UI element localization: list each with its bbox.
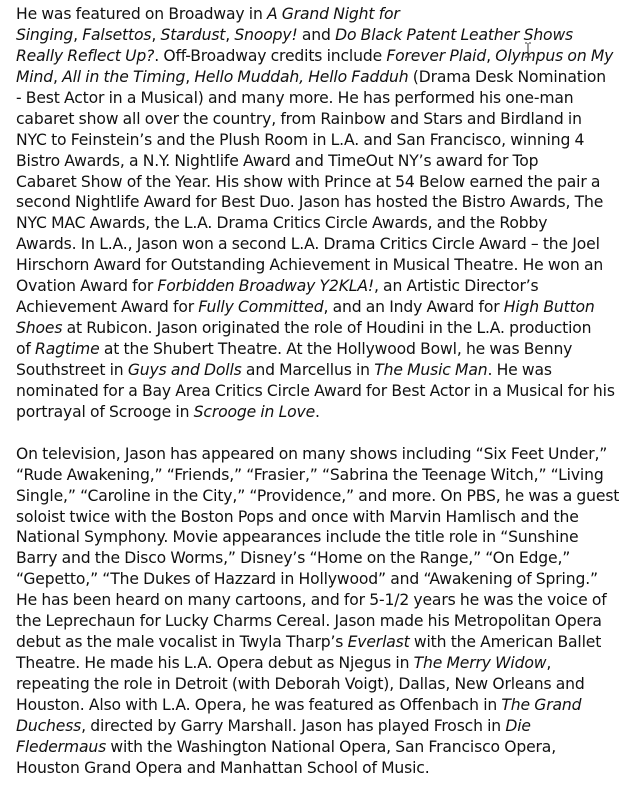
text-run: Cabaret Show of the Year. His show with Prince at 54 Below earned the pair a xyxy=(16,172,601,191)
text-line xyxy=(16,360,638,381)
text-line xyxy=(16,590,638,611)
italic-title-text: Singing xyxy=(16,25,74,44)
italic-title-text: Guys and Dolls xyxy=(127,360,242,379)
text-run: soloist twice with the Boston Pops and once with Marvin Hamlisch and the xyxy=(16,507,579,526)
italic-title-text: Really Reflect Up? xyxy=(16,46,155,65)
text-run: (Drama Desk Nomination xyxy=(408,67,607,86)
text-run: with the Washington National Opera, San Francisco Opera, xyxy=(106,737,557,756)
text-run: Awards. In L.A., Jason won a second L.A. Drama Critics Circle Award – the Joel xyxy=(16,235,600,254)
text-run: , xyxy=(225,25,235,44)
italic-title-text: Fledermaus xyxy=(16,737,107,756)
text-run: On television, Jason has appeared on many shows including “Six Feet Under,” xyxy=(16,444,608,463)
text-line xyxy=(16,276,638,297)
italic-title-text: High Button xyxy=(503,298,595,317)
text-run: Ovation Award for xyxy=(16,277,158,296)
text-line xyxy=(16,151,638,172)
text-run: NYC MAC Awards, the L.A. Drama Critics Circle Awards, and the Robby xyxy=(16,214,548,233)
text-line xyxy=(16,67,638,88)
text-line xyxy=(16,381,638,402)
text-line xyxy=(16,109,638,130)
text-line xyxy=(16,507,638,528)
text-run: . xyxy=(315,402,320,421)
text-run: , xyxy=(52,67,63,86)
text-run: Bistro Awards, a N.Y. Nightlife Award and TimeOut NY’s award for Top xyxy=(16,151,539,170)
text-run: National Symphony. Movie appearances include the title role in “Sunshine xyxy=(16,528,579,547)
italic-title-text: All in the Timing xyxy=(62,67,186,86)
italic-title-text: Olympus on My xyxy=(495,46,614,65)
text-run: the Leprechaun for Lucky Charms Cereal. Jason made his Metropolitan Opera xyxy=(16,612,602,631)
text-line xyxy=(16,234,638,255)
italic-title-text: Hello Muddah, Hello Fadduh xyxy=(194,67,409,86)
text-run: at Rubicon. Jason originated the role of Houdini in the L.A. production xyxy=(62,319,592,338)
italic-title-text: The Music Man xyxy=(374,360,488,379)
text-run: and xyxy=(297,25,336,44)
text-run: debut as the male vocalist in Twyla Tharp’s xyxy=(16,633,348,652)
text-run: . Off-Broadway credits include xyxy=(154,46,387,65)
paragraph-spacer xyxy=(16,423,638,444)
text-line xyxy=(16,737,638,758)
text-line xyxy=(16,527,638,548)
italic-title-text: Duchess xyxy=(16,716,82,735)
text-line xyxy=(16,402,638,423)
text-line xyxy=(16,611,638,632)
text-line xyxy=(16,758,638,779)
text-run: Theatre. He made his L.A. Opera debut as Njegus in xyxy=(16,654,414,673)
text-run: He has been heard on many cartoons, and for 5-1/2 years he was the voice of xyxy=(16,591,607,610)
text-run: “Gepetto,” “The Dukes of Hazzard in Hollywood” and “Awakening of Spring.” xyxy=(16,570,598,589)
text-line xyxy=(16,255,638,276)
italic-title-text: The Merry Widow xyxy=(413,654,547,673)
text-run: second Nightlife Award for Best Duo. Jason has hosted the Bistro Awards, The xyxy=(16,193,604,212)
text-run: Houston Grand Opera and Manhattan School of Music. xyxy=(16,758,430,777)
text-line xyxy=(16,339,638,360)
text-run: Hirschorn Award for Outstanding Achievement in Musical Theatre. He won an xyxy=(16,256,604,275)
text-run: portrayal of Scrooge in xyxy=(16,402,194,421)
text-line xyxy=(16,674,638,695)
text-run: with the American Ballet xyxy=(409,633,602,652)
paragraph-broadway xyxy=(16,4,638,423)
text-line xyxy=(16,653,638,674)
italic-title-text: Forbidden Broadway Y2KLA! xyxy=(157,277,374,296)
text-run: , an Artistic Director’s xyxy=(373,277,539,296)
text-run: Houston. Also with L.A. Opera, he was featured as Offenbach in xyxy=(16,695,502,714)
text-run: . He was xyxy=(487,360,552,379)
italic-title-text: Do Black Patent Leather Shows xyxy=(335,25,574,44)
text-line xyxy=(16,88,638,109)
italic-title-text: Shoes xyxy=(16,319,63,338)
text-run: Achievement Award for xyxy=(16,298,199,317)
text-run: He was featured on Broadway in xyxy=(16,5,267,23)
text-line xyxy=(16,297,638,318)
text-line xyxy=(16,213,638,234)
text-run: NYC to Feinstein’s and the Plush Room in L.A. and San Francisco, winning 4 xyxy=(16,130,585,149)
text-line xyxy=(16,632,638,653)
text-line xyxy=(16,25,638,46)
text-line xyxy=(16,444,638,465)
text-run: , xyxy=(546,654,552,673)
text-line xyxy=(16,548,638,569)
text-run: nominated for a Bay Area Critics Circle Award for Best Actor in a Musical for his xyxy=(16,381,615,400)
text-line xyxy=(16,4,638,25)
text-run: Southstreet in xyxy=(16,360,128,379)
text-run: repeating the role in Detroit (with Deborah Voigt), Dallas, New Orleans and xyxy=(16,675,585,693)
text-run: , xyxy=(486,46,496,65)
italic-title-text: Mind xyxy=(16,67,53,86)
text-line xyxy=(16,695,638,716)
italic-title-text: Fully Committed xyxy=(198,298,324,317)
text-run: , xyxy=(151,25,161,44)
text-run: , directed by Garry Marshall. Jason has played Frosch in xyxy=(81,716,506,735)
italic-title-text: A Grand Night for xyxy=(266,5,400,23)
text-line xyxy=(16,46,638,67)
text-run: , and an Indy Award for xyxy=(323,298,504,317)
text-line xyxy=(16,130,638,151)
text-run: - Best Actor in a Musical) and many more. He has performed his one-man xyxy=(16,88,574,107)
text-run: cabaret show all over the country, from Rainbow and Stars and Birdland in xyxy=(16,109,582,128)
text-run: , xyxy=(73,25,83,44)
text-line xyxy=(16,192,638,213)
italic-title-text: Forever Plaid xyxy=(386,46,487,65)
italic-title-text: Falsettos xyxy=(82,25,152,44)
text-run: at the Shubert Theatre. At the Hollywood Bowl, he was Benny xyxy=(99,340,573,358)
italic-title-text: The Grand xyxy=(501,695,582,714)
italic-title-text: Die xyxy=(505,716,531,735)
text-cursor-icon xyxy=(524,42,532,58)
text-run: , xyxy=(185,67,195,86)
text-line xyxy=(16,569,638,590)
text-line xyxy=(16,172,638,193)
text-run: Barry and the Disco Worms,” Disney’s “Home on the Range,” “On Edge,” xyxy=(16,549,571,568)
italic-title-text: Ragtime xyxy=(35,340,100,358)
text-run: and Marcellus in xyxy=(241,360,375,379)
italic-title-text: Scrooge in Love xyxy=(193,402,316,421)
italic-title-text: Stardust xyxy=(160,25,226,44)
text-line xyxy=(16,318,638,339)
text-run: Single,” “Caroline in the City,” “Providence,” and more. On PBS, he was a guest xyxy=(16,486,620,505)
text-line xyxy=(16,716,638,737)
text-line xyxy=(16,465,638,486)
italic-title-text: Snoopy! xyxy=(234,25,298,44)
paragraph-television xyxy=(16,444,638,779)
text-run: of xyxy=(16,340,36,358)
document-body xyxy=(16,4,638,779)
text-line xyxy=(16,486,638,507)
italic-title-text: Everlast xyxy=(347,633,410,652)
text-run: “Rude Awakening,” “Friends,” “Frasier,” “Sabrina the Teenage Witch,” “Living xyxy=(16,465,604,484)
